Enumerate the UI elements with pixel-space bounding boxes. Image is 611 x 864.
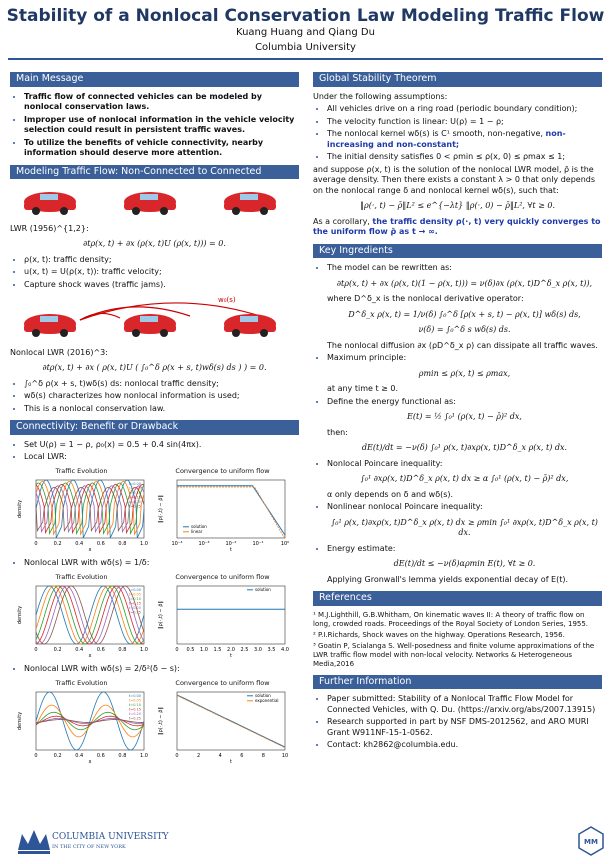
corollary [313, 217, 602, 238]
kernel-highlight: non-increasing and non-constant; [327, 129, 566, 149]
list-item: • Traffic flow of connected vehicles can be modeled by nonlocal conservation laws. [24, 92, 299, 113]
key-ingredients-section [313, 244, 602, 586]
affiliation: Columbia University [255, 42, 356, 53]
reference-item: ³ Goatin P, Scialanga S. Well-posedness and finite volume approximations of the LWR traffic flow model with non-local velocity. Networks & Heterogeneous Media,2016 [313, 641, 595, 668]
reference-item: ² P.I.Richards, Shock waves on the highway. Operations Research, 1956. [313, 630, 565, 639]
list-item: • To utilize the benefits of vehicle connectivity, nearby information should deserve more attention. [24, 138, 299, 159]
tick-label: 10 [281, 753, 289, 759]
x-axis-label: x [88, 759, 92, 765]
y-axis-label: ‖ρ(·,t) − ρ̄‖ [158, 707, 164, 735]
tick-label: 0 [175, 753, 179, 759]
main-message-section [10, 72, 299, 159]
tick-label: 0 [175, 647, 179, 653]
x-axis-label: t [230, 547, 232, 553]
evolution-plot-constant [14, 582, 149, 660]
list-item: • Improper use of nonlocal information in the vehicle velocity selection could result in persistent traffic waves. [24, 115, 299, 136]
tick-label: 0.4 [75, 753, 84, 759]
tick-label: 4 [218, 753, 222, 759]
references-section [313, 591, 602, 669]
list-item: • Research supported in part by NSF DMS-2012562, and ARO MURI Grant W911NF-15-1-0562. [327, 717, 602, 738]
list-item: • This is a nonlocal conservation law. [24, 404, 299, 415]
list-item: • u(x, t) = U(ρ(x, t)): traffic velocity; [24, 267, 299, 278]
tick-label: 0.2 [53, 753, 62, 759]
tick-label: 4.0 [281, 647, 289, 653]
tick-label: 0.4 [75, 541, 84, 547]
tick-label: 0.2 [53, 541, 62, 547]
legend-entry: t=0.20 [128, 606, 141, 610]
legend-entry: t=0.00 [128, 588, 141, 592]
legend-entry: t=0.25 [128, 610, 141, 615]
key-equation: ρmin ≤ ρ(x, t) ≤ ρmax, [418, 368, 511, 378]
list-item: • Set U(ρ) = 1 − ρ, ρ₀(x) = 0.5 + 0.4 sin(4πx). [24, 440, 299, 451]
legend-entry: t=0.10 [128, 597, 141, 601]
tick-label: 1.5 [213, 647, 222, 653]
authors: Kuang Huang and Qiang Du [236, 27, 375, 38]
tick-label: 0.4 [75, 647, 84, 653]
tick-label: 1.0 [140, 541, 148, 547]
list-item: • Contact: kh2862@columbia.edu. [327, 740, 602, 751]
tick-label: 0 [34, 647, 38, 653]
tick-label: 0.8 [118, 541, 127, 547]
car-icon [124, 314, 176, 337]
key-text: Energy estimate: [327, 543, 396, 553]
car-icon [24, 314, 76, 337]
lwr-label: LWR (1956)^{1,2}: [10, 223, 89, 233]
section-header: Main Message [10, 72, 299, 87]
legend-entry: exponential [255, 698, 279, 703]
plot-title: Traffic Evolution [55, 572, 108, 581]
list-item: • ∫₀^δ ρ(x + s, t)wδ(s) ds: nonlocal traffic density; [24, 379, 299, 390]
kernel-label: w₀(s) [218, 296, 236, 304]
y-axis-label: density [17, 499, 23, 519]
lwr-equation: ∂tρ(x, t) + ∂x (ρ(x, t)U (ρ(x, t))) = 0. [83, 239, 226, 248]
tick-label: 8 [261, 753, 265, 759]
list-item: • Nonlocal LWR with wδ(s) = 1/δ: [24, 558, 299, 569]
key-text: at any time t ≥ 0. [327, 384, 399, 393]
tick-label: 0 [34, 753, 38, 759]
tick-label: 1.0 [140, 647, 148, 653]
section-header: References [313, 591, 602, 606]
key-text: Nonlocal Poincare inequality: [327, 458, 443, 468]
legend-entry: solution [191, 524, 207, 529]
corollary-highlight: the traffic density ρ(·, t) very quickly converges to the uniform flow ρ̄ as t → ∞. [313, 216, 601, 236]
car-icon [224, 314, 276, 337]
title-divider [8, 58, 603, 60]
x-axis-label: x [88, 547, 92, 553]
further-info-section [313, 675, 602, 751]
legend-entry: t=0.05 [128, 698, 141, 703]
tick-label: 0.8 [118, 647, 127, 653]
x-axis-label: t [230, 653, 232, 659]
y-axis-label: ‖ρ(·,t) − ρ̄‖ [158, 495, 164, 523]
reference-item: ¹ M.J.Lighthill, G.B.Whitham, On kinematic waves II: A theory of traffic flow on long, crowded roads. Proceedings of the Royal Society of London Series, 1955. [313, 610, 589, 628]
corollary-pre: As a corollary, [313, 216, 370, 226]
legend-entry: t=0.20 [128, 500, 141, 504]
key-equation: ∫₀¹ ∂xρ(x, t)D^δ_x ρ(x, t) dx ≥ α ∫₀¹ (ρ(x, t) − ρ̄)² dx, [360, 474, 569, 483]
mmath-logo-icon [578, 826, 604, 856]
footer [0, 822, 611, 864]
section-header: Modeling Traffic Flow: Non-Connected to Connected [10, 165, 299, 180]
legend-entry: t=0.10 [128, 491, 141, 495]
convergence-plot-constant [155, 582, 290, 660]
legend-entry: t=0.00 [128, 694, 141, 698]
plot-title: Convergence to uniform flow [175, 678, 270, 687]
section-header: Key Ingredients [313, 244, 602, 259]
stability-body: and suppose ρ(x, t) is the solution of the nonlocal LWR model, ρ̄ is the average density. Then there exists a constant λ > 0 that only depends on the nonlocal range δ and nonlocal kernel wδ(s), such that: [313, 164, 596, 195]
svg-text:MM: MM [584, 838, 598, 846]
y-axis-label: density [17, 605, 23, 625]
key-equation: ν(δ) = ∫₀^δ s wδ(s) ds. [418, 325, 511, 334]
legend-entry: solution [255, 587, 271, 592]
convergence-plot-linear [155, 688, 290, 766]
list-item [327, 502, 602, 539]
tick-label: 2 [197, 753, 201, 759]
stability-section [313, 72, 602, 238]
x-axis-label: x [88, 653, 92, 659]
tick-label: 2.0 [227, 647, 235, 653]
legend-entry: t=0.10 [128, 703, 141, 707]
legend-entry: t=0.15 [128, 707, 141, 712]
key-text: then: [327, 427, 348, 437]
tick-label: 3.5 [267, 647, 276, 653]
key-text: Maximum principle: [327, 353, 407, 362]
modeling-section [10, 165, 299, 415]
stability-equation: ‖ρ(·, t) − ρ̄‖L² ≤ e^{−λt} ‖ρ(·, 0) − ρ̄‖L², ∀t ≥ 0. [360, 201, 555, 210]
cars-illustration-local [10, 184, 299, 218]
crown-logo-icon [14, 826, 54, 856]
legend-entry: t=0.15 [128, 601, 141, 606]
tick-label: 10⁰ [280, 541, 290, 547]
plot-title: Convergence to uniform flow [175, 466, 270, 475]
list-item: • The initial density satisfies 0 < ρmin ≤ ρ(x, 0) ≤ ρmax ≤ 1; [327, 152, 602, 163]
nonlocal-label: Nonlocal LWR (2016)^3: [10, 347, 108, 357]
list-item: • Local LWR: [24, 452, 299, 463]
kernel-assumption: The nonlocal kernel wδ(s) is C¹ smooth, non-negative, [327, 129, 543, 138]
list-item [327, 544, 602, 586]
list-item [327, 353, 602, 395]
list-item: • wδ(s) characterizes how nonlocal information is used; [24, 391, 299, 402]
evolution-plot-linear [14, 688, 149, 766]
car-icon [24, 192, 76, 215]
tick-label: 1.0 [140, 753, 148, 759]
list-item: • Paper submitted: Stability of a Nonlocal Traffic Flow Model for Connected Vehicles, with Q. Du. (https://arxiv.org/abs/2007.13915) [327, 694, 602, 715]
legend-entry: t=0.15 [128, 495, 141, 500]
legend-entry: linear [191, 529, 203, 534]
tick-label: 0.6 [96, 647, 105, 653]
plot-row-linear-kernel [14, 678, 299, 767]
tick-label: 1.0 [200, 647, 208, 653]
tick-label: 0.8 [118, 753, 127, 759]
key-equation: ∂tρ(x, t) + ∂x (ρ(x, t)(1 − ρ(x, t))) = ν(δ)∂x (ρ(x, t)D^δ_x ρ(x, t)), [336, 278, 593, 288]
list-item: • Nonlocal LWR with wδ(s) = 2/δ²(δ − s): [24, 664, 299, 675]
cars-illustration-nonlocal [10, 292, 299, 342]
key-text: Nonlinear nonlocal Poincare inequality: [327, 502, 483, 511]
x-axis-label: t [230, 759, 232, 765]
tick-label: 0.6 [96, 541, 105, 547]
legend-entry: t=0.00 [128, 482, 141, 486]
legend-entry: t=0.25 [128, 716, 141, 721]
convergence-plot-local [155, 476, 290, 554]
legend-entry: solution [255, 693, 271, 698]
plot-row-local [14, 466, 299, 555]
tick-label: 10⁻³ [198, 541, 210, 547]
y-axis-label: ‖ρ(·,t) − ρ̄‖ [158, 601, 164, 629]
key-text: where D^δ_x is the nonlocal derivative operator: [327, 294, 524, 303]
tick-label: 10⁻⁴ [171, 541, 183, 547]
list-item: • ρ(x, t): traffic density; [24, 255, 299, 266]
key-equation: ∫₀¹ ρ(x, t)∂xρ(x, t)D^δ_x ρ(x, t) dx ≥ ρmin ∫₀¹ ∂xρ(x, t)D^δ_x ρ(x, t) dx. [331, 517, 598, 537]
key-equation: dE(t)/dt = −ν(δ) ∫₀¹ ρ(x, t)∂xρ(x, t)D^δ_x ρ(x, t) dx. [361, 443, 568, 452]
car-icon [124, 192, 176, 215]
tick-label: 0.5 [186, 647, 195, 653]
key-equation: E(t) = ½ ∫₀¹ (ρ(x, t) − ρ̄)² dx, [407, 412, 522, 421]
list-item [327, 263, 602, 351]
key-equation: dE(t)/dt ≤ −ν(δ)αρmin E(t), ∀t ≥ 0. [393, 559, 536, 568]
tick-label: 10⁻¹ [252, 541, 264, 547]
list-item: • All vehicles drive on a ring road (periodic boundary condition); [327, 104, 602, 115]
poster-title: Stability of a Nonlocal Conservation Law Modeling Traffic Flow [6, 6, 605, 26]
list-item [327, 459, 602, 501]
evolution-plot-local [14, 476, 149, 554]
key-text: α only depends on δ and wδ(s). [327, 489, 454, 499]
list-item [327, 397, 602, 454]
left-column [10, 72, 299, 770]
section-header: Connectivity: Benefit or Drawback [10, 420, 299, 435]
legend-entry: t=0.25 [128, 504, 141, 509]
y-axis-label: density [17, 711, 23, 731]
plot-title: Convergence to uniform flow [175, 572, 270, 581]
key-text: The nonlocal diffusion ∂x (ρD^δ_x ρ) can dissipate all traffic waves. [327, 340, 598, 350]
tick-label: 0 [34, 541, 38, 547]
list-item [327, 129, 602, 150]
footer-city: IN THE CITY OF NEW YORK [52, 844, 126, 850]
legend-entry: t=0.05 [128, 486, 141, 491]
plot-row-constant-kernel [14, 572, 299, 661]
key-equation: D^δ_x ρ(x, t) = 1/ν(δ) ∫₀^δ [ρ(x + s, t) − ρ(x, t)] wδ(s) ds, [348, 309, 581, 319]
section-header: Further Information [313, 675, 602, 690]
legend-entry: t=0.20 [128, 712, 141, 716]
car-icon [224, 192, 276, 215]
tick-label: 10⁻² [225, 541, 237, 547]
nonlocal-equation: ∂tρ(x, t) + ∂x ( ρ(x, t)U ( ∫₀^δ ρ(x + s, t)wδ(s) ds ) ) = 0. [42, 363, 267, 372]
plot-title: Traffic Evolution [55, 678, 108, 687]
tick-label: 6 [240, 753, 244, 759]
section-header: Global Stability Theorem [313, 72, 602, 87]
list-item: • Capture shock waves (traffic jams). [24, 280, 299, 291]
plot-frame [177, 586, 285, 644]
plot-title: Traffic Evolution [55, 466, 108, 475]
tick-label: 2.5 [240, 647, 249, 653]
footer-university: COLUMBIA UNIVERSITY [52, 832, 169, 842]
right-column [313, 72, 602, 753]
stability-intro: Under the following assumptions: [313, 91, 448, 101]
key-text: Applying Gronwall's lemma yields exponential decay of E(t). [327, 574, 569, 584]
key-text: Define the energy functional as: [327, 396, 456, 406]
tick-label: 3.0 [254, 647, 262, 653]
tick-label: 0.6 [96, 753, 105, 759]
list-item: • The velocity function is linear: U(ρ) = 1 − ρ; [327, 117, 602, 128]
tick-label: 0.2 [53, 647, 62, 653]
key-text: The model can be rewritten as: [327, 263, 452, 272]
connectivity-section [10, 420, 299, 766]
legend-entry: t=0.05 [128, 592, 141, 597]
